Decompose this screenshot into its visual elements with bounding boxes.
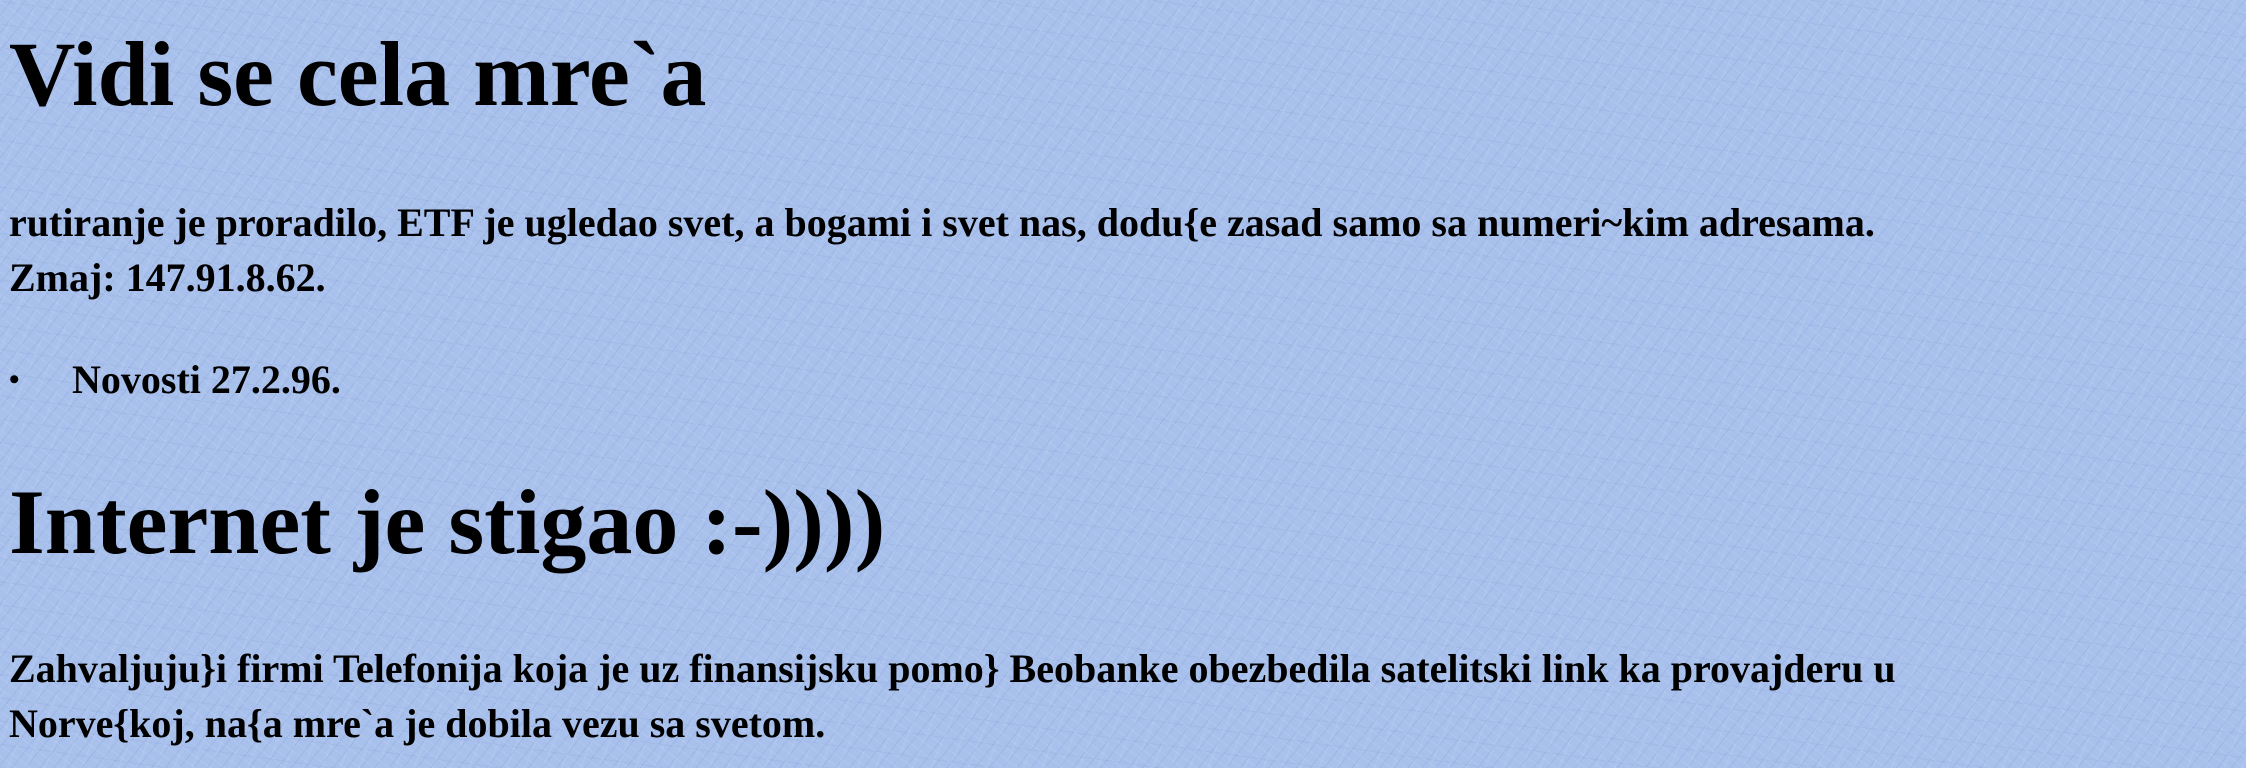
paragraph-satellite-line-2: Norve{koj, na{a mre`a je dobila vezu sa svetom. <box>9 701 826 746</box>
bullet-icon: • <box>9 363 20 396</box>
heading-internet-arrived: Internet je stigao :-)))) <box>9 471 886 573</box>
heading-network-visible: Vidi se cela mre`a <box>9 23 707 125</box>
paragraph-routing <box>9 195 2239 305</box>
paragraph-routing-line-2: Zmaj: 147.91.8.62. <box>9 255 326 300</box>
news-link-label[interactable]: Novosti 27.2.96. <box>72 357 341 402</box>
paragraph-satellite-link <box>9 641 2239 751</box>
list-item-news[interactable] <box>0 350 341 410</box>
paragraph-satellite-line-1: Zahvaljuju}i firmi Telefonija koja je uz finansijsku pomo} Beobanke obezbedila satelitski link ka provajderu u <box>9 646 1896 691</box>
news-list <box>0 350 341 410</box>
paragraph-routing-line-1: rutiranje je proradilo, ETF je ugledao svet, a bogami i svet nas, dodu{e zasad samo sa numeri~kim adresama. <box>9 200 1875 245</box>
